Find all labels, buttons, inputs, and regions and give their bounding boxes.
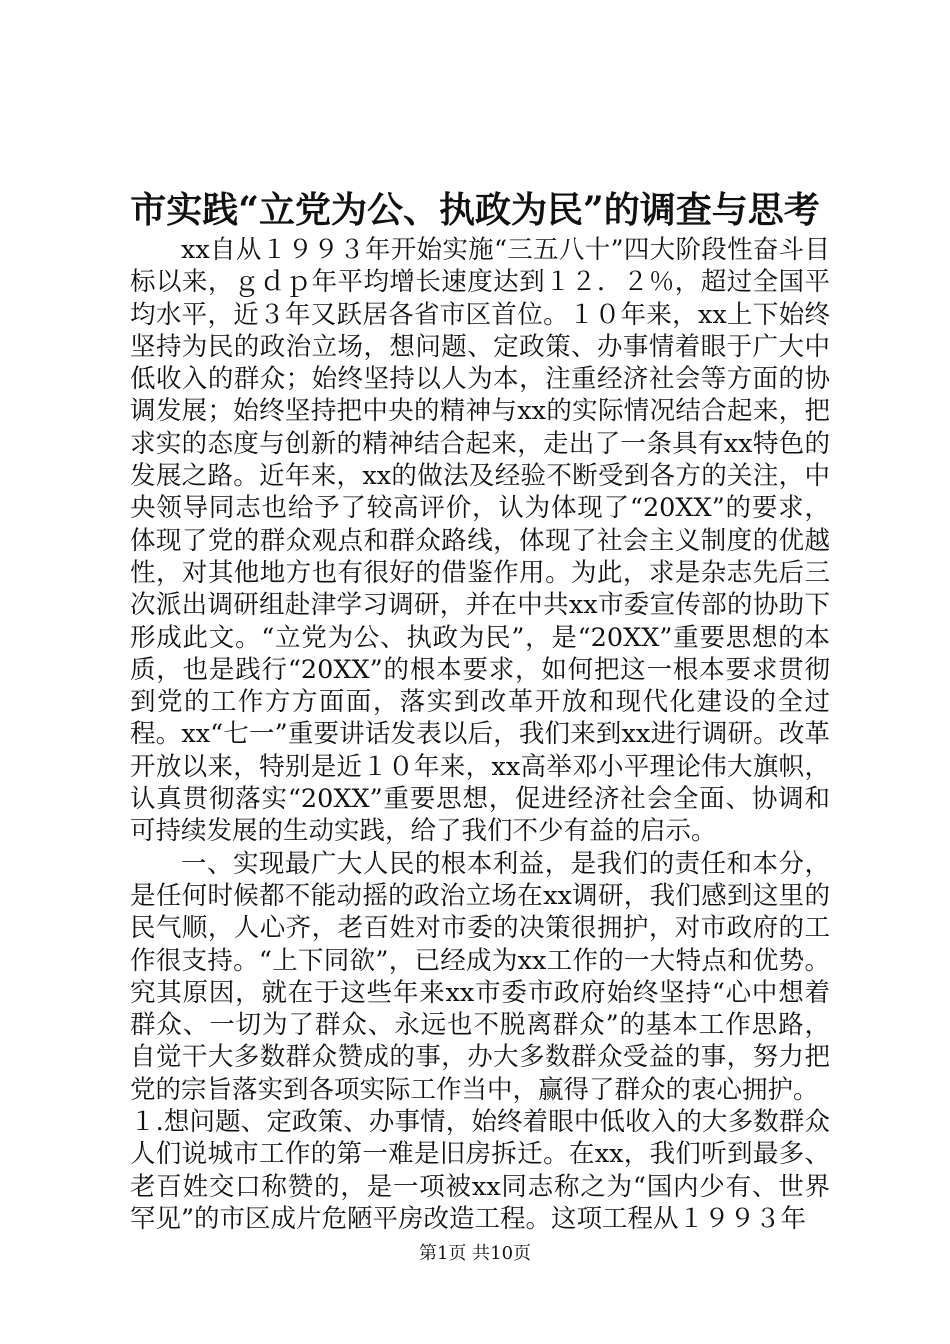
document-title: 市实践“立党为公、执政为民”的调查与思考	[130, 189, 820, 231]
document-body	[130, 234, 830, 1235]
paragraph-section-one: 一、实现最广大人民的根本利益，是我们的责任和本分，是任何时候都不能动摇的政治立场在xx调研，我们感到这里的民气顺，人心齐，老百姓对市委的决策很拥护，对市政府的工作很支持。“上下同欲”，已经成为xx工作的一大特点和优势。究其原因，就在于这些年来xx市委市政府始终坚持“心中想着群众、一切为了群众、永远也不脱离群众”的基本工作思路，自觉干大多数群众赞成的事，办大多数群众受益的事，努力把党的宗旨落实到各项实际工作当中，赢得了群众的衷心拥护。	[130, 848, 830, 1105]
paragraph-item-one: １.想问题、定政策、办事情，始终着眼中低收入的大多数群众人们说城市工作的第一难是旧房拆迁。在xx，我们听到最多、老百姓交口称赞的，是一项被xx同志称之为“国内少有、世界罕见”的市区成片危陋平房改造工程。这项工程从１９９３年	[130, 1107, 830, 1234]
paragraph-intro: xx自从１９９３年开始实施“三五八十”四大阶段性奋斗目标以来，ｇｄｐ年平均增长速度达到１２．２％，超过全国平均水平，近３年又跃居各省市区首位。１０年来，xx上下始终坚持为民的政治立场，想问题、定政策、办事情着眼于广大中低收入的群众；始终坚持以人为本，注重经济社会等方面的协调发展；始终坚持把中央的精神与xx的实际情况结合起来，把求实的态度与创新的精神结合起来，走出了一条具有xx特色的发展之路。近年来，xx的做法及经验不断受到各方的关注，中央领导同志也给予了较高评价，认为体现了“20XX”的要求，体现了党的群众观点和群众路线，体现了社会主义制度的优越性，对其他地方也有很好的借鉴作用。为此，求是杂志先后三次派出调研组赴津学习调研，并在中共xx市委宣传部的协助下形成此文。“立党为公、执政为民”，是“20XX”重要思想的本质，也是践行“20XX”的根本要求，如何把这一根本要求贯彻到党的工作方方面面，落实到改革开放和现代化建设的全过程。xx“七一”重要讲话发表以后，我们来到xx进行调研。改革开放以来，特别是近１０年来，xx高举邓小平理论伟大旗帜，认真贯彻落实“20XX”重要思想，促进经济社会全面、协调和可持续发展的生动实践，给了我们不少有益的启示。	[130, 235, 830, 847]
page-number-footer: 第1页 共10页	[418, 1243, 532, 1264]
